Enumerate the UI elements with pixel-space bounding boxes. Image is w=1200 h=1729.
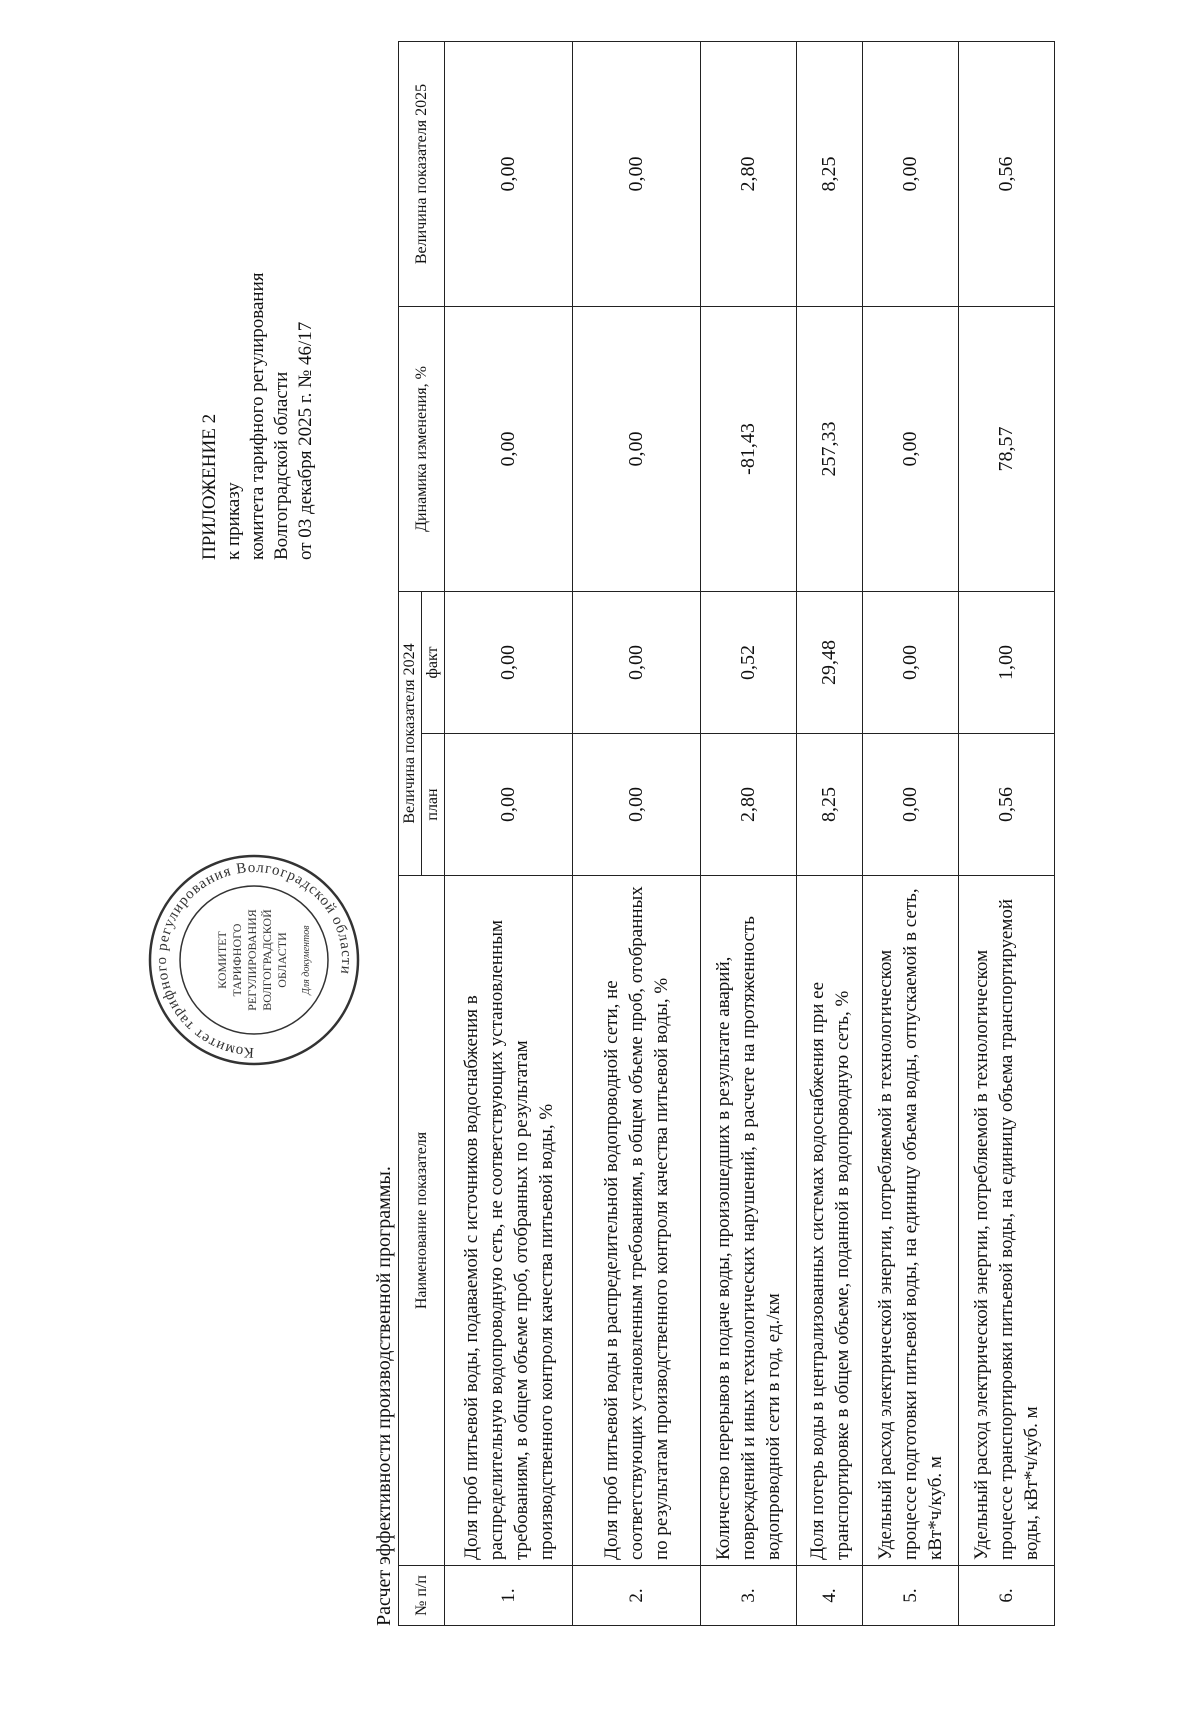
row-name: Удельный расход электрической энергии, потребляемой в технологическом процессе транспортировки питьевой воды, на единицу объема транспортируемой воды, кВт*ч/куб. м [959, 876, 1055, 1566]
row-2025: 8,25 [797, 41, 863, 306]
header-num: № п/п [399, 1566, 445, 1626]
appendix-header [198, 0, 318, 560]
document-page [80, 40, 1080, 1640]
table-title: Расчет эффективности производственной программы. [373, 1166, 395, 1626]
appendix-committee: комитета тарифного регулирования [247, 272, 268, 560]
row-dynamics: -81,43 [701, 306, 797, 591]
row-num: 3. [701, 1566, 797, 1626]
row-plan: 8,25 [797, 734, 863, 876]
header-fact: факт [422, 591, 445, 733]
header-2025: Величина показателя 2025 [399, 41, 445, 306]
row-num: 2. [573, 1566, 701, 1626]
efficiency-table [398, 41, 1055, 1626]
row-name: Доля потерь воды в централизованных системах водоснабжения при ее транспортировке в общем объеме, поданной в водопроводную сеть, % [797, 876, 863, 1566]
appendix-region: Волгоградской области [271, 371, 292, 560]
row-dynamics: 0,00 [573, 306, 701, 591]
seal-center-line1: КОМИТЕТ [215, 931, 229, 989]
table-row [573, 41, 701, 1625]
table-row [701, 41, 797, 1625]
row-2025: 0,56 [959, 41, 1055, 306]
table-row [797, 41, 863, 1625]
header-2024: Величина показателя 2024 [399, 591, 422, 875]
row-2025: 0,00 [573, 41, 701, 306]
row-2025: 0,00 [863, 41, 959, 306]
seal-center-line5: ОБЛАСТИ [275, 932, 289, 988]
row-plan: 0,00 [863, 734, 959, 876]
row-fact: 0,00 [445, 591, 573, 733]
row-num: 1. [445, 1566, 573, 1626]
row-fact: 0,00 [573, 591, 701, 733]
row-num: 5. [863, 1566, 959, 1626]
row-fact: 0,52 [701, 591, 797, 733]
row-name: Доля проб питьевой воды в распределительной водопроводной сети, не соответствующих установленным требованиям, в общем объеме проб, отобранных по результатам производственного контроля качества питьевой воды, % [573, 876, 701, 1566]
appendix-order-ref: к приказу [223, 482, 244, 560]
row-fact: 29,48 [797, 591, 863, 733]
row-plan: 2,80 [701, 734, 797, 876]
seal-ring-text: Комитет тарифного регулирования Волгоградской области [153, 859, 355, 1061]
seal-center-line4: ВОЛГОГРАДСКОЙ [260, 909, 274, 1011]
row-name: Доля проб питьевой воды, подаваемой с источников водоснабжения в распределительную водопроводную сеть, не соответствующих установленным требованиям, в общем объеме проб, отобранных по результатам производственного контроля качества питьевой воды, % [445, 876, 573, 1566]
row-dynamics: 0,00 [863, 306, 959, 591]
appendix-date-number: от 03 декабря 2025 г. № 46/17 [295, 321, 316, 560]
row-fact: 1,00 [959, 591, 1055, 733]
table-row [445, 41, 573, 1625]
row-dynamics: 78,57 [959, 306, 1055, 591]
seal-center-line3: РЕГУЛИРОВАНИЯ [245, 909, 259, 1011]
header-plan: план [422, 734, 445, 876]
row-plan: 0,56 [959, 734, 1055, 876]
row-fact: 0,00 [863, 591, 959, 733]
table-header-row [399, 41, 422, 1625]
seal-bottom-text: Для документов [301, 925, 312, 995]
row-2025: 2,80 [701, 41, 797, 306]
row-num: 4. [797, 1566, 863, 1626]
header-name: Наименование показателя [399, 876, 445, 1566]
row-2025: 0,00 [445, 41, 573, 306]
table-row [959, 41, 1055, 1625]
official-seal [144, 850, 364, 1070]
row-plan: 0,00 [573, 734, 701, 876]
row-name: Удельный расход электрической энергии, потребляемой в технологическом процессе подготовки питьевой воды, на единицу объема воды, отпускаемой в сеть, кВт*ч/куб. м [863, 876, 959, 1566]
table-row [863, 41, 959, 1625]
row-name: Количество перерывов в подаче воды, произошедших в результате аварий, повреждений и иных технологических нарушений, в расчете на протяженность водопроводной сети в год, ед./км [701, 876, 797, 1566]
row-dynamics: 257,33 [797, 306, 863, 591]
appendix-title: ПРИЛОЖЕНИЕ 2 [199, 413, 220, 560]
row-num: 6. [959, 1566, 1055, 1626]
row-plan: 0,00 [445, 734, 573, 876]
seal-center-line2: ТАРИФНОГО [230, 923, 244, 997]
row-dynamics: 0,00 [445, 306, 573, 591]
header-dynamics: Динамика изменения, % [399, 306, 445, 591]
